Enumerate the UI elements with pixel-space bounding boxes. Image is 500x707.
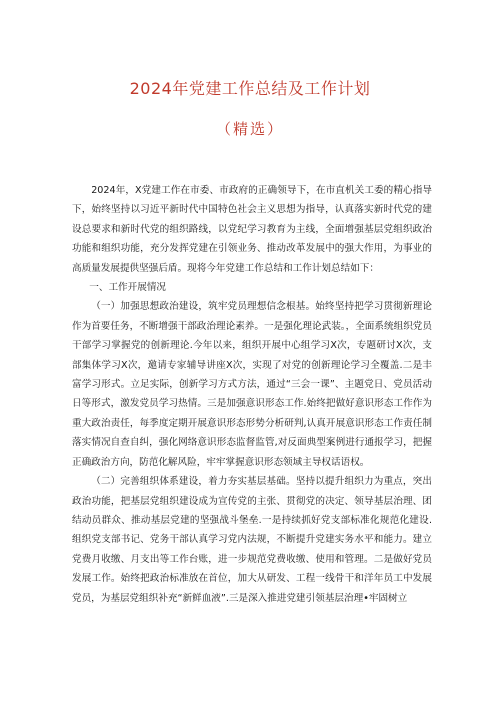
body-paragraph: （二）完善组织体系建设，着力夯实基层基础。坚持以提升组织力为重点，突出政治功能，把基层党组织建设成为宣传党的主张、贯彻党的决定、领导基层治理、团结动员群众、推动基层党建的坚强战斗堡垒.一是持续抓好党支部标准化规范化建设.组织党支部书记、党务干部认真学习党内法规，不断提升党建实务水平和能力。建立党费月收缴、月支出等工作台账，进一步规范党费收缴、使用和管理。二是做好党员发展工作。始终把政治标准放在首位，加大从研发、工程一线骨干和洋年员工中发展党员，为基层党组织补充“新鲜血液”.三是深入推进党建引领基层治理•牢固树立 bbox=[72, 476, 432, 604]
section-heading: 一、工作开展情况 bbox=[89, 282, 167, 294]
intro-paragraph: 2024年，X党建工作在市委、市政府的正确领导下，在市直机关工委的精心指导下，始终坚持以习近平新时代中国特色社会主义思想为指导，认真落实新时代党的建设总要求和新时代党的组织路线，以党纪学习教育为主线，全面增强基层党组织政治功能和组织功能，充分发挥党建在引领业务、推动改革发展中的强大作用，为事业的高质量发展提供坚强后盾。现将今年党建工作总结和工作计划总结如下： bbox=[72, 185, 432, 274]
document-body bbox=[72, 181, 432, 608]
document-title: 2024年党建工作总结及工作计划 bbox=[129, 79, 371, 98]
document-subtitle: （精选） bbox=[215, 120, 284, 138]
body-paragraph: （一）加强思想政治建设，筑牢党员理想信念根基。始终坚持把学习贯彻新理论作为首要任务，不断增强干部政治理论素养。一是强化理论武装。，全面系统组织党员干部学习掌握党的创新理论.今年以来，组织开展中心组学习X次，专题研讨X次，支部集体学习X次，邀请专家辅导讲座X次，实现了对党的创新理论学习全覆盖.二是丰富学习形式。立足实际，创新学习方式方法，通过“三会一课”、主题党日、党员活动日等形式，激发党员学习热情。三是加强意识形态工作.始终把做好意识形态工作作为重大政治责任，每季度定期开展意识形态形势分析研判,认真开展意识形态工作责任制落实情况自查自纠，强化网络意识形态监督监管,对反面典型案例进行通报学习，把握正确政治方向，防范化解风险，牢牢掌握意识形态领域主导权话语权。 bbox=[72, 301, 432, 468]
